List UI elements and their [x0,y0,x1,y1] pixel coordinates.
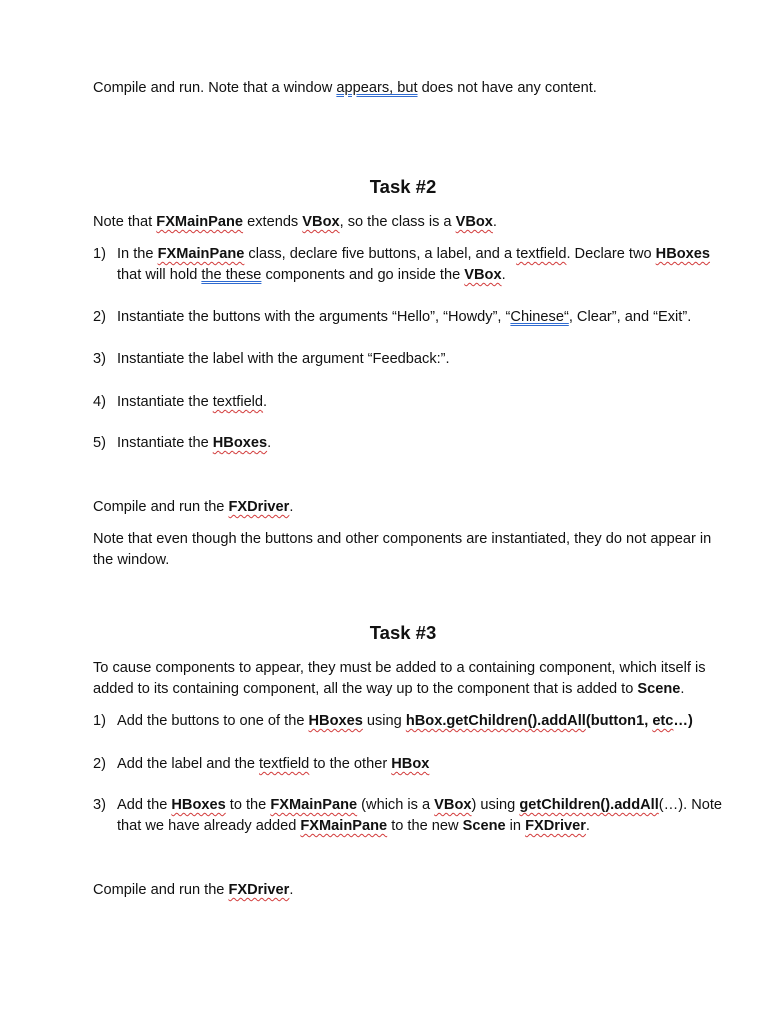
text: (…). Note that we have already added [117,797,723,834]
task2-item-2 [93,307,723,328]
task2-item-4 [93,392,723,413]
text: . [263,394,268,410]
item-text [117,711,723,732]
grammar-flag: the these [201,267,262,283]
code-term: HBoxes [212,435,268,451]
code-term: FXDriver [525,818,586,834]
code-term: …) [673,713,693,729]
spelling-flag: textfield [212,394,264,410]
code-term: (button1, [585,713,653,729]
item-text [117,433,723,454]
item-number: 3) [93,351,106,367]
text: Instantiate the label with the argument “Feedback:”. [117,351,450,367]
task2-item-3 [93,349,723,370]
text: that will hold [117,267,202,283]
item-text [117,392,723,413]
code-term: Scene [637,681,681,697]
item-number: 2) [93,756,106,772]
code-term: FXMainPane [270,797,358,813]
code-term: getChildren().addAll [519,797,659,813]
task2-note2: Note that even though the buttons and other components are instantiated, they do not appear in the window. [93,531,712,568]
text: . [501,267,506,283]
task3-item-1 [93,711,723,732]
grammar-flag: appears, but [336,80,418,96]
task3-item-2 [93,754,723,775]
code-term: HBoxes [655,246,710,262]
code-term: FXMainPane [156,214,244,230]
text: to the other [309,756,392,772]
code-term: hBox.getChildren().addAll [405,713,586,729]
text: to the [225,797,271,813]
code-term: etc [652,713,674,729]
text: to the new [387,818,463,834]
text: Add the buttons to one of the [117,713,309,729]
code-term: FXDriver [228,499,290,515]
task3-heading: Task #3 [369,622,437,643]
task2-item-1 [93,244,723,286]
code-term: FXMainPane [157,246,245,262]
item-text [117,349,723,370]
task3-compile [93,880,723,901]
code-term: FXDriver [228,882,290,898]
text: ) using [471,797,520,813]
task2-item-5 [93,433,723,454]
item-number: 3) [93,797,106,813]
text: Instantiate the [117,435,213,451]
note-text: , so the class is a [339,214,456,230]
text: using [362,713,406,729]
grammar-flag: Chinese“ [510,309,569,325]
item-number: 2) [93,309,106,325]
spelling-flag: textfield [259,756,310,772]
code-term: VBox [302,214,340,230]
item-text [117,307,723,328]
item-number: 1) [93,246,106,262]
code-term: FXMainPane [300,818,388,834]
text: . Declare two [566,246,656,262]
code-term: HBoxes [171,797,226,813]
text: components and go inside the [261,267,465,283]
item-text [117,244,723,286]
code-term: HBox [391,756,430,772]
intro-paragraph [93,78,723,99]
text: . [267,435,272,451]
task2-compile [93,497,723,518]
code-term: VBox [455,214,493,230]
text: . [680,681,685,697]
note-text: . [492,214,497,230]
code-term: VBox [464,267,502,283]
task3-item-3 [93,795,723,837]
text: In the [117,246,158,262]
text: To cause components to appear, they must be added to a containing component, which itself is added to its containing component, all the way up to the component that is added to [93,660,706,697]
text: Instantiate the buttons with the arguments “Hello”, “Howdy”, “ [117,309,511,325]
intro-text: Compile and run. Note that a window [93,80,337,96]
item-text [117,754,723,775]
text: , Clear”, and “Exit”. [568,309,692,325]
note-text: extends [243,214,303,230]
code-term: VBox [434,797,472,813]
item-number: 4) [93,394,106,410]
item-text [117,795,723,837]
spelling-flag: textfield [516,246,567,262]
text: Compile and run the [93,499,229,515]
code-term: HBoxes [308,713,363,729]
task3-intro [93,658,723,700]
text: . [289,499,294,515]
text: Add the [117,797,172,813]
task2-heading: Task #2 [369,176,437,197]
text: Instantiate the [117,394,213,410]
text: Compile and run the [93,882,229,898]
text: class, declare five buttons, a label, and a [244,246,517,262]
text: (which is a [357,797,435,813]
intro-text: does not have any content. [417,80,597,96]
text: Add the label and the [117,756,259,772]
item-number: 1) [93,713,106,729]
task2-note [93,212,723,233]
note-text: Note that [93,214,157,230]
text: . [585,818,590,834]
item-number: 5) [93,435,106,451]
text: . [289,882,294,898]
text: in [505,818,526,834]
code-term: Scene [462,818,506,834]
